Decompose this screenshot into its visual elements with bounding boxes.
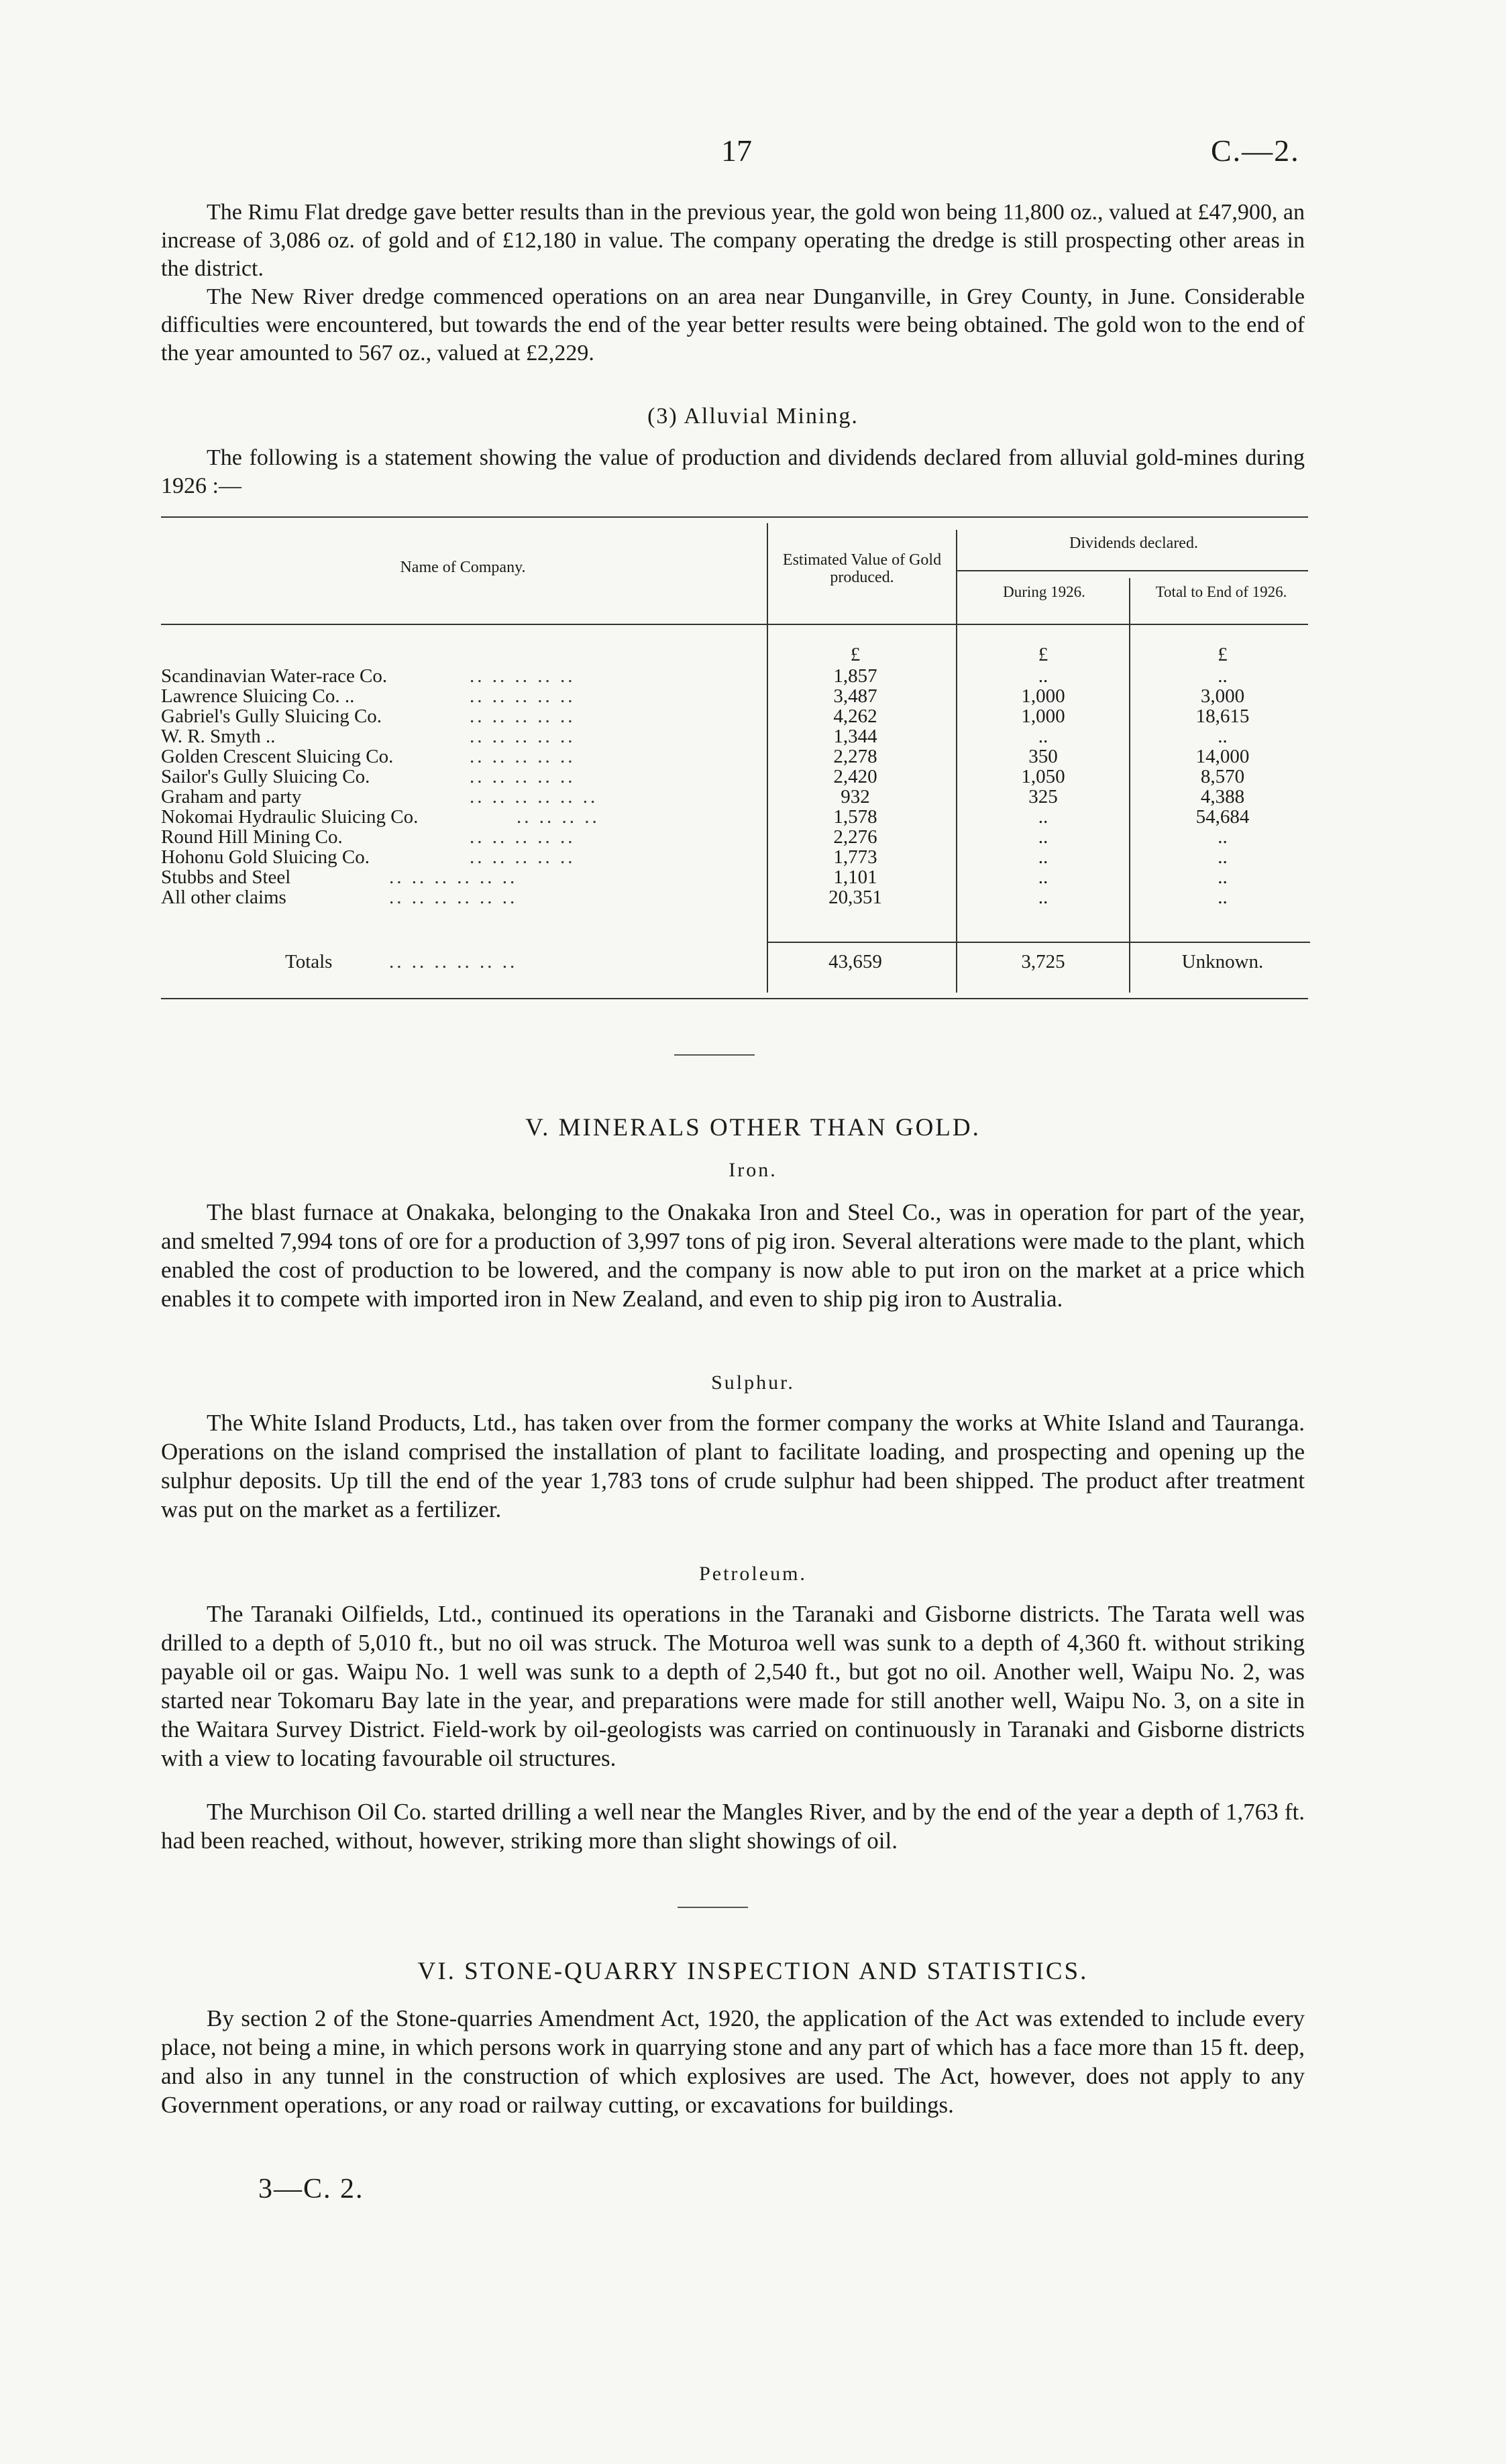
table-row [0,846,1506,868]
section-divider [674,1054,755,1056]
dividends-total: 8,570 [1200,766,1245,787]
estimated-value: 1,578 [833,806,877,828]
estimated-value: 20,351 [828,887,882,908]
dividends-during: 325 [1028,786,1058,807]
dividends-total: .. [1218,665,1228,687]
leader-dots: .. .. .. .. [517,806,600,828]
estimated-value: 1,344 [833,726,877,747]
company-name: Scandinavian Water-race Co. [161,665,388,687]
leader-dots: .. .. .. .. .. .. [389,866,518,888]
unit-estimated: £ [850,644,861,665]
header-name-of-company: Name of Company. [400,559,526,576]
leader-dots: .. .. .. .. .. .. [389,887,518,908]
table-row [0,766,1506,785]
sulphur-heading: Sulphur. [711,1371,795,1394]
leader-dots: .. .. .. .. .. .. [389,951,518,972]
stone-quarry-heading: VI. STONE-QUARRY INSPECTION AND STATISTICS. [417,1958,1089,1985]
table-header-rule [161,624,1308,625]
page-number: 17 [721,133,752,168]
alluvial-intro-paragraph: The following is a statement showing the value of production and dividends declared from alluvial gold-mines during 1926 :— [161,445,1305,498]
dividends-total: 54,684 [1195,806,1250,828]
dividends-total: .. [1218,726,1228,747]
dividends-total: .. [1218,826,1228,848]
estimated-value: 3,487 [833,685,877,707]
table-row [0,726,1506,747]
section-divider [678,1907,748,1908]
company-name: Golden Crescent Sluicing Co. [161,746,394,767]
leader-dots: .. .. .. .. .. [470,665,576,687]
header-dividends-declared: Dividends declared. [1069,535,1198,552]
dividends-during: .. [1038,887,1048,908]
petroleum-heading: Petroleum. [699,1563,807,1585]
company-name: Stubbs and Steel [161,866,291,888]
totals-label: Totals [285,951,333,972]
petroleum-paragraph-2: The Murchison Oil Co. started drilling a well near the Mangles River, and by the end of the year a depth of 1,763 ft. had been reached, without, however, striking more than slight showings of oil. [161,1799,1305,1854]
dividends-total: 14,000 [1195,746,1250,767]
table-totals-row [0,951,1506,970]
estimated-value: 932 [841,786,870,807]
estimated-value: 2,276 [833,826,877,848]
company-name: All other claims [161,887,286,908]
page-header [0,133,1506,173]
dividends-during: .. [1038,806,1048,828]
dividends-during: 1,000 [1021,706,1065,727]
totals-total: Unknown. [1181,951,1264,972]
unit-total: £ [1218,644,1228,665]
dividends-during: .. [1038,846,1048,868]
header-during-1926: During 1926. [1003,583,1085,600]
estimated-value: 4,262 [833,706,877,727]
table-row [0,866,1506,888]
table-row [0,786,1506,805]
table-top-rule [161,516,1308,518]
new-river-paragraph: The New River dredge commenced operations on an area near Dunganville, in Grey County, in June. Considerable difficulties were encountered, but towards the end of the year better results were being obtained. The gold won to the end of the year amounted to 567 oz., valued at £2,229. [161,284,1305,366]
company-name: Lawrence Sluicing Co. .. [161,685,355,707]
company-name: Nokomai Hydraulic Sluicing Co. [161,806,419,828]
minerals-heading: V. MINERALS OTHER THAN GOLD. [525,1114,981,1141]
totals-estimated: 43,659 [828,951,882,972]
table-row [0,685,1506,707]
estimated-value: 2,278 [833,746,877,767]
estimated-value: 1,857 [833,665,877,687]
company-name: Round Hill Mining Co. [161,826,343,848]
sulphur-paragraph: The White Island Products, Ltd., has taken over from the former company the works at White Island and Tauranga. Operations on the island comprised the installation of plant to facilitate loading, and prospecting and opening up the sulphur deposits. Up till the end of the year 1,783 tons of crude sulphur had been shipped. The product after treatment was put on the market as a fertilizer. [161,1410,1305,1522]
leader-dots: .. .. .. .. .. [470,746,576,767]
dividends-during: .. [1038,665,1048,687]
dividends-during: 1,000 [1021,685,1065,707]
alluvial-mining-heading: (3) Alluvial Mining. [647,404,859,429]
dividends-total: 4,388 [1200,786,1245,807]
report-code: C.—2. [1211,133,1300,168]
leader-dots: .. .. .. .. .. .. [470,786,598,807]
table-vline-3 [1129,578,1130,993]
table-row [0,746,1506,765]
dividends-during: .. [1038,826,1048,848]
leader-dots: .. .. .. .. .. [470,685,576,707]
totals-during: 3,725 [1021,951,1065,972]
totals-rule [767,942,1310,943]
company-name: Sailor's Gully Sluicing Co. [161,766,370,787]
dividends-subheader-rule [956,570,1308,571]
table-row [0,706,1506,727]
table-row [0,806,1506,828]
leader-dots: .. .. .. .. .. [470,846,576,868]
leader-dots: .. .. .. .. .. [470,766,576,787]
estimated-value: 1,773 [833,846,877,868]
dividends-during: 1,050 [1021,766,1065,787]
leader-dots: .. .. .. .. .. [470,706,576,727]
estimated-value: 1,101 [833,866,877,888]
dividends-during: .. [1038,866,1048,888]
company-name: Gabriel's Gully Sluicing Co. [161,706,382,727]
table-row [0,826,1506,848]
iron-paragraph: The blast furnace at Onakaka, belonging to the Onakaka Iron and Steel Co., was in operation for part of the year, and smelted 7,994 tons of ore for a production of 3,997 tons of pig iron. Several alterations were made to the plant, which enabled the cost of production to be lowered, and the company is now able to put iron on the market at a price which enables it to compete with imported iron in New Zealand, and even to ship pig iron to Australia. [161,1199,1305,1312]
company-name: Hohonu Gold Sluicing Co. [161,846,370,868]
dividends-total: .. [1218,887,1228,908]
stone-quarry-paragraph: By section 2 of the Stone-quarries Amendment Act, 1920, the application of the Act was extended to include every place, not being a mine, in which persons work in quarrying stone and any part of which has a face more than 15 ft. deep, and also in any tunnel in the construction of which explosives are used. The Act, however, does not apply to any Government operations, or any road or railway cutting, or excavations for buildings. [161,2005,1305,2118]
petroleum-paragraph-1: The Taranaki Oilfields, Ltd., continued its operations in the Taranaki and Gisborne districts. The Tarata well was drilled to a depth of 5,010 ft., but no oil was struck. The Moturoa well was sunk to a depth of 4,360 ft. without striking payable oil or gas. Waipu No. 1 well was sunk to a depth of 2,540 ft., but got no oil. Another well, Waipu No. 2, was started near Tokomaru Bay late in the year, and preparations were made for still another well, Waipu No. 3, on a site in the Waitara Survey District. Field-work by oil-geologists was carried on continuously in Taranaki and Gisborne districts with a view to locating favourable oil structures. [161,1601,1305,1771]
leader-dots: .. .. .. .. .. [470,726,576,747]
table-units-row [0,644,1506,663]
dividends-during: 350 [1028,746,1058,767]
header-total-to-end-1926: Total to End of 1926. [1155,583,1287,600]
rimu-flat-paragraph: The Rimu Flat dredge gave better results than in the previous year, the gold won being 11,800 oz., valued at £47,900, an increase of 3,086 oz. of gold and of £12,180 in value. The company operating the dredge is still prospecting other areas in the district. [161,200,1305,281]
header-estimated-value: Estimated Value of Gold produced. [782,551,942,586]
estimated-value: 2,420 [833,766,877,787]
signature-mark: 3—C. 2. [258,2174,364,2204]
unit-during: £ [1038,644,1048,665]
dividends-total: 3,000 [1200,685,1245,707]
dividends-during: .. [1038,726,1048,747]
table-row [0,665,1506,687]
dividends-total: 18,615 [1195,706,1250,727]
leader-dots: .. .. .. .. .. [470,826,576,848]
company-name: W. R. Smyth .. [161,726,276,747]
iron-heading: Iron. [729,1159,777,1181]
dividends-total: .. [1218,866,1228,888]
company-name: Graham and party [161,786,302,807]
table-row [0,887,1506,908]
dividends-total: .. [1218,846,1228,868]
table-bottom-rule [161,998,1308,999]
